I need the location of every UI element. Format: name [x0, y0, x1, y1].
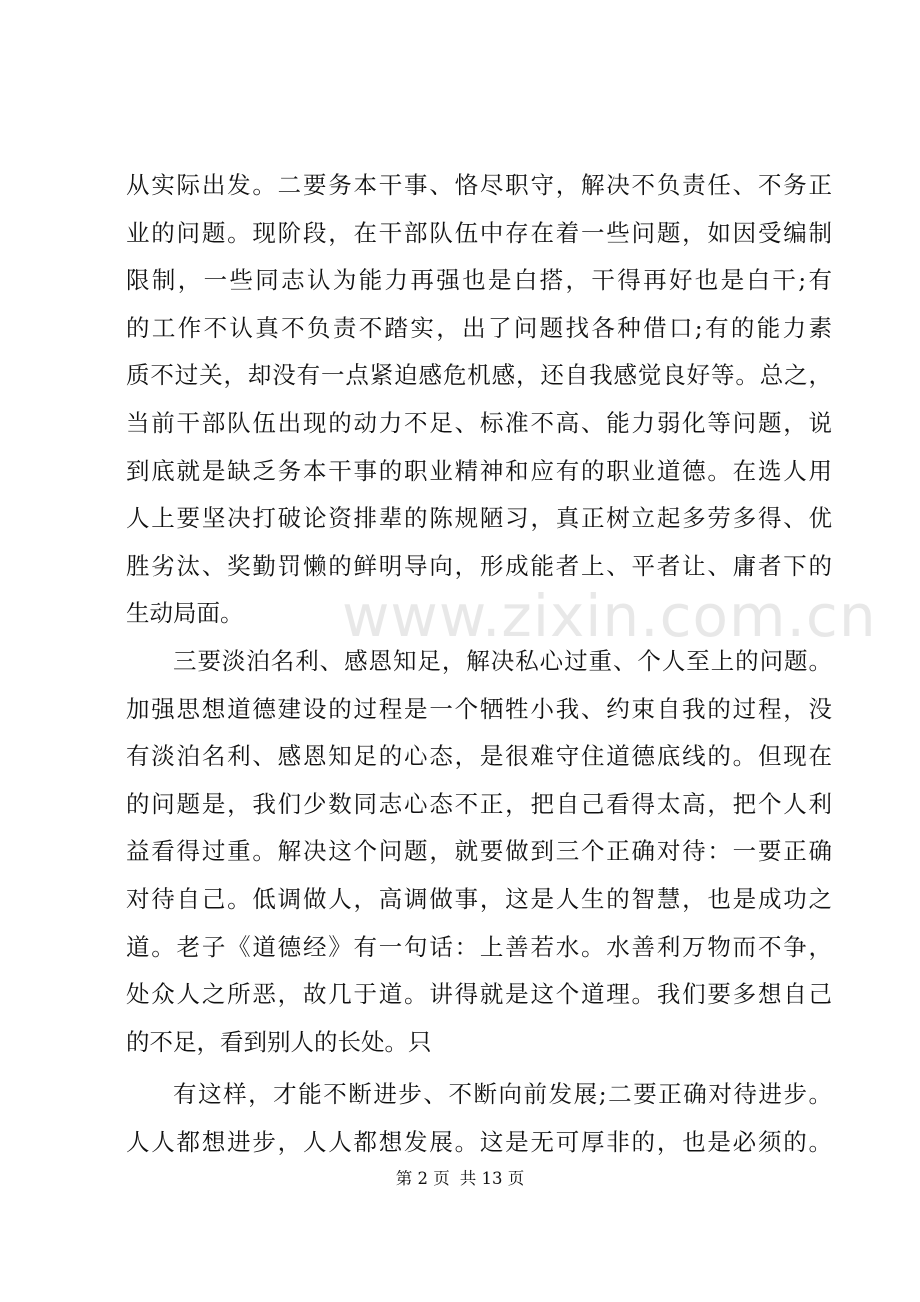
- text-line: 胜劣汰、奖勤罚懒的鲜明导向，形成能者上、平者让、庸者下的: [126, 551, 832, 580]
- text-line: 有这样，才能不断进步、不断向前发展;二要正确对待进步。: [173, 1080, 832, 1109]
- text-line: 当前干部队伍出现的动力不足、标准不高、能力弱化等问题，说: [126, 408, 832, 437]
- text-line: 的不足，看到别人的长处。只: [126, 1027, 432, 1056]
- text-line: 限制，一些同志认为能力再强也是白搭，干得再好也是白干;有: [126, 266, 832, 295]
- text-line: 加强思想道德建设的过程是一个牺牲小我、约束自我的过程，没: [126, 694, 832, 723]
- document-body: [126, 162, 832, 1166]
- text-line: 从实际出发。二要务本干事、恪尽职守，解决不负责任、不务正: [126, 171, 832, 199]
- text-line: 质不过关，却没有一点紧迫感危机感，还自我感觉良好等。总之，: [126, 361, 832, 390]
- page-number: 第 2 页: [395, 1169, 450, 1188]
- text-line: 有淡泊名利、感恩知足的心态，是很难守住道德底线的。但现在: [126, 742, 832, 771]
- text-line: 的问题是，我们少数同志心态不正，把自己看得太高，把个人利: [126, 789, 832, 818]
- text-line: 道。老子《道德经》有一句话：上善若水。水善利万物而不争，: [126, 932, 832, 961]
- text-line: 益看得过重。解决这个问题，就要做到三个正确对待：一要正确: [126, 837, 832, 866]
- watermark: www.zixin.com.cn: [342, 582, 877, 650]
- text-line: 人人都想进步，人人都想发展。这是无可厚非的，也是必须的。: [126, 1127, 832, 1156]
- text-line: 业的问题。现阶段，在干部队伍中存在着一些问题，如因受编制: [126, 218, 832, 247]
- text-line: 处众人之所恶，故几于道。讲得就是这个道理。我们要多想自己: [126, 980, 832, 1009]
- text-line: 人上要坚决打破论资排辈的陈规陋习，真正树立起多劳多得、优: [126, 504, 832, 533]
- page-footer: [0, 1165, 920, 1189]
- text-line: 生动局面。: [126, 599, 244, 628]
- text-line: 到底就是缺乏务本干事的职业精神和应有的职业道德。在选人用: [126, 456, 832, 485]
- text-line: 三要淡泊名利、感恩知足，解决私心过重、个人至上的问题。: [173, 646, 832, 675]
- text-line: 的工作不认真不负责不踏实，出了问题找各种借口;有的能力素: [126, 313, 832, 342]
- text-line: 对待自己。低调做人，高调做事，这是人生的智慧，也是成功之: [126, 884, 832, 913]
- page-total: 共 13 页: [459, 1169, 525, 1188]
